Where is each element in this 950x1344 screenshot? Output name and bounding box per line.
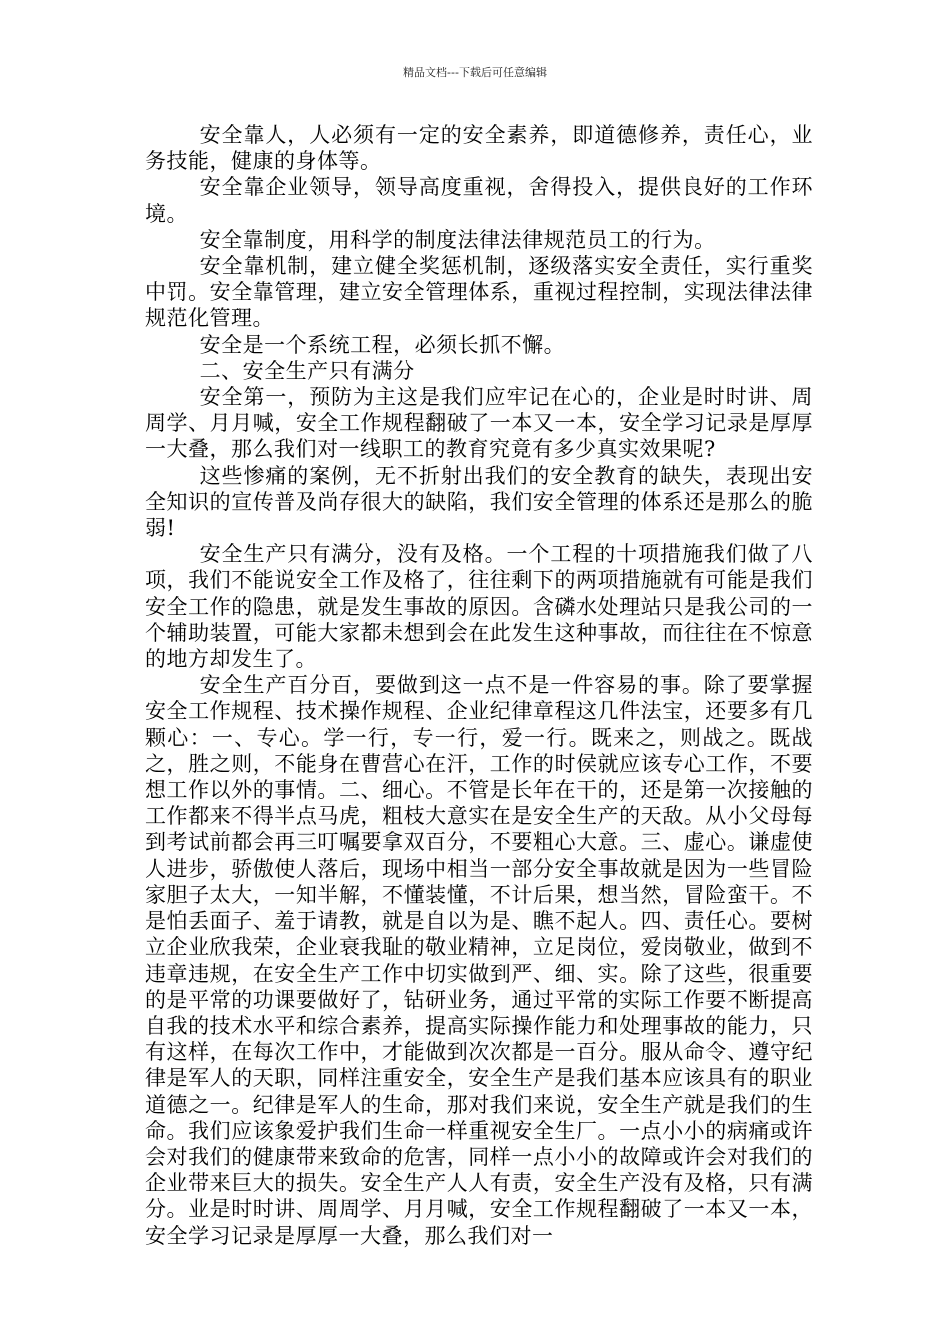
- paragraph: 安全生产只有满分，没有及格。一个工程的十项措施我们做了八项，我们不能说安全工作及格了，往往剩下的两项措施就有可能是我们安全工作的隐患，就是发生事故的原因。含磷水处理站只是我公司的一个辅助装置，可能大家都未想到会在此发生这种事故，而往往在不惊意的地方却发生了。: [145, 542, 813, 672]
- paragraph: 这些惨痛的案例，无不折射出我们的安全教育的缺失，表现出安全知识的宣传普及尚存很大的缺陷，我们安全管理的体系还是那么的脆弱!: [145, 463, 813, 541]
- paragraph: 安全靠人，人必须有一定的安全素养，即道德修养，责任心，业务技能，健康的身体等。: [145, 123, 813, 174]
- paragraph: 安全第一，预防为主这是我们应牢记在心的，企业是时时讲、周周学、月月喊，安全工作规程翻破了一本又一本，安全学习记录是厚厚一大叠，那么我们对一线职工的教育究竟有多少真实效果呢?: [145, 385, 813, 462]
- document-body: [145, 122, 813, 1249]
- paragraph: 安全靠制度，用科学的制度法律法律规范员工的行为。: [199, 227, 716, 252]
- page-header: 精品文档---下载后可任意编辑: [403, 66, 547, 79]
- section-heading: 二、安全生产只有满分: [199, 358, 415, 383]
- paragraph: 安全是一个系统工程，必须长抓不懈。: [199, 332, 566, 357]
- paragraph: 安全靠企业领导，领导高度重视，舍得投入，提供良好的工作环境。: [145, 175, 813, 226]
- paragraph: 安全生产百分百，要做到这一点不是一件容易的事。除了要掌握安全工作规程、技术操作规程、企业纪律章程这几件法宝，还要多有几颗心：一、专心。学一行，专一行，爱一行。既来之，则战之。既战之，胜之则，不能身在曹营心在汗，工作的时侯就应该专心工作，不要想工作以外的事情。二、细心。不管是长年在干的，还是第一次接触的工作都来不得半点马虎，粗枝大意实在是安全生产的天敌。从小父母每到考试前都会再三叮嘱要拿双百分，不要粗心大意。三、虚心。谦虚使人进步，骄傲使人落后，现场中相当一部分安全事故就是因为一些冒险家胆子太大，一知半解，不懂装懂，不计后果，想当然，冒险蛮干。不是怕丢面子、羞于请教，就是自以为是、瞧不起人。四、责任心。要树立企业欣我荣，企业衰我耻的敬业精神，立足岗位，爱岗敬业，做到不违章违规，在安全生产工作中切实做到严、细、实。除了这些，很重要的是平常的功课要做好了，钻研业务，通过平常的实际工作要不断提高自我的技术水平和综合素养，提高实际操作能力和处理事故的能力，只有这样，在每次工作中，才能做到次次都是一百分。服从命令、遵守纪律是军人的天职，同样注重安全，安全生产是我们基本应该具有的职业道德之一。纪律是军人的生命，那对我们来说，安全生产就是我们的生命。我们应该象爱护我们生命一样重视安全生厂。一点小小的病痛或许会对我们的健康带来致命的危害，同样一点小小的故障或许会对我们的企业带来巨大的损失。安全生产人人有责，安全生产没有及格，只有满分。业是时时讲、周周学、月月喊，安全工作规程翻破了一本又一本，安全学习记录是厚厚一大叠，那么我们对一: [145, 673, 813, 1248]
- paragraph: 安全靠机制，建立健全奖惩机制，逐级落实安全责任，实行重奖中罚。安全靠管理，建立安全管理体系，重视过程控制，实现法律法律规范化管理。: [145, 254, 813, 331]
